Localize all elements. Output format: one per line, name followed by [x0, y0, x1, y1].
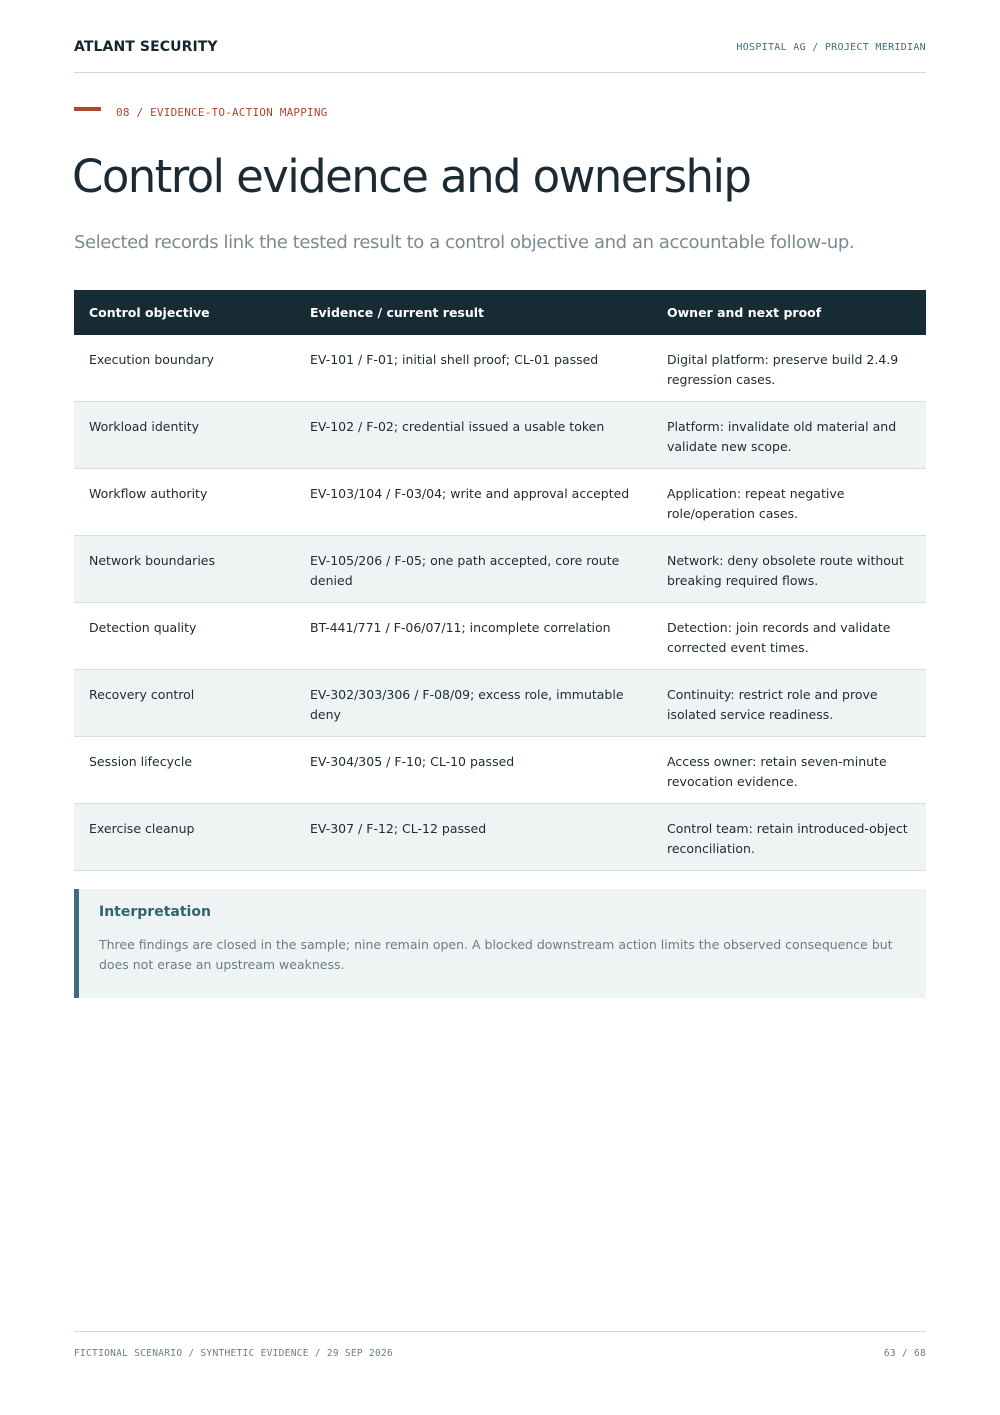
client-project-label: HOSPITAL AG / PROJECT MERIDIAN [736, 42, 926, 53]
table-row [74, 536, 926, 603]
cell-control-objective: Recovery control [74, 670, 295, 737]
page-subtitle: Selected records link the tested result to a control objective and an accountable follow-up. [74, 232, 855, 253]
table-row [74, 737, 926, 804]
cell-control-objective: Network boundaries [74, 536, 295, 603]
table-row [74, 335, 926, 402]
cell-evidence: EV-105/206 / F-05; one path accepted, core route denied [295, 536, 652, 603]
cell-evidence: EV-101 / F-01; initial shell proof; CL-01 passed [295, 335, 652, 402]
cell-owner: Control team: retain introduced-object reconciliation. [652, 804, 926, 871]
page-footer [74, 1331, 926, 1359]
cell-owner: Access owner: retain seven-minute revocation evidence. [652, 737, 926, 804]
cell-control-objective: Exercise cleanup [74, 804, 295, 871]
interpretation-callout [74, 889, 926, 998]
evidence-table [74, 290, 926, 871]
column-header-owner: Owner and next proof [652, 290, 926, 335]
section-label [74, 106, 328, 119]
table-header-row [74, 290, 926, 335]
column-header-control-objective: Control objective [74, 290, 295, 335]
cell-evidence: BT-441/771 / F-06/07/11; incomplete correlation [295, 603, 652, 670]
table-row [74, 603, 926, 670]
callout-title: Interpretation [99, 904, 211, 920]
cell-control-objective: Workload identity [74, 402, 295, 469]
brand-name: ATLANT SECURITY [74, 39, 218, 55]
cell-owner: Continuity: restrict role and prove isolated service readiness. [652, 670, 926, 737]
page-number: 63 / 68 [883, 1348, 926, 1359]
column-header-evidence: Evidence / current result [295, 290, 652, 335]
table-row [74, 402, 926, 469]
section-accent-bar [74, 107, 101, 111]
cell-owner: Detection: join records and validate corrected event times. [652, 603, 926, 670]
cell-owner: Platform: invalidate old material and validate new scope. [652, 402, 926, 469]
cell-control-objective: Detection quality [74, 603, 295, 670]
cell-owner: Network: deny obsolete route without breaking required flows. [652, 536, 926, 603]
table-row [74, 469, 926, 536]
footer-disclaimer: FICTIONAL SCENARIO / SYNTHETIC EVIDENCE / 29 SEP 2026 [74, 1348, 394, 1359]
cell-evidence: EV-102 / F-02; credential issued a usable token [295, 402, 652, 469]
cell-evidence: EV-103/104 / F-03/04; write and approval accepted [295, 469, 652, 536]
page-title: Control evidence and ownership [72, 150, 751, 203]
cell-control-objective: Session lifecycle [74, 737, 295, 804]
page-header [74, 38, 926, 73]
section-label-text: 08 / EVIDENCE-TO-ACTION MAPPING [116, 106, 328, 119]
cell-owner: Application: repeat negative role/operation cases. [652, 469, 926, 536]
table-row [74, 670, 926, 737]
cell-evidence: EV-304/305 / F-10; CL-10 passed [295, 737, 652, 804]
cell-owner: Digital platform: preserve build 2.4.9 regression cases. [652, 335, 926, 402]
cell-evidence: EV-302/303/306 / F-08/09; excess role, immutable deny [295, 670, 652, 737]
cell-evidence: EV-307 / F-12; CL-12 passed [295, 804, 652, 871]
table-row [74, 804, 926, 871]
cell-control-objective: Workflow authority [74, 469, 295, 536]
callout-body: Three findings are closed in the sample; nine remain open. A blocked downstream action limits the observed consequence but does not erase an upstream weakness. [99, 937, 893, 972]
cell-control-objective: Execution boundary [74, 335, 295, 402]
